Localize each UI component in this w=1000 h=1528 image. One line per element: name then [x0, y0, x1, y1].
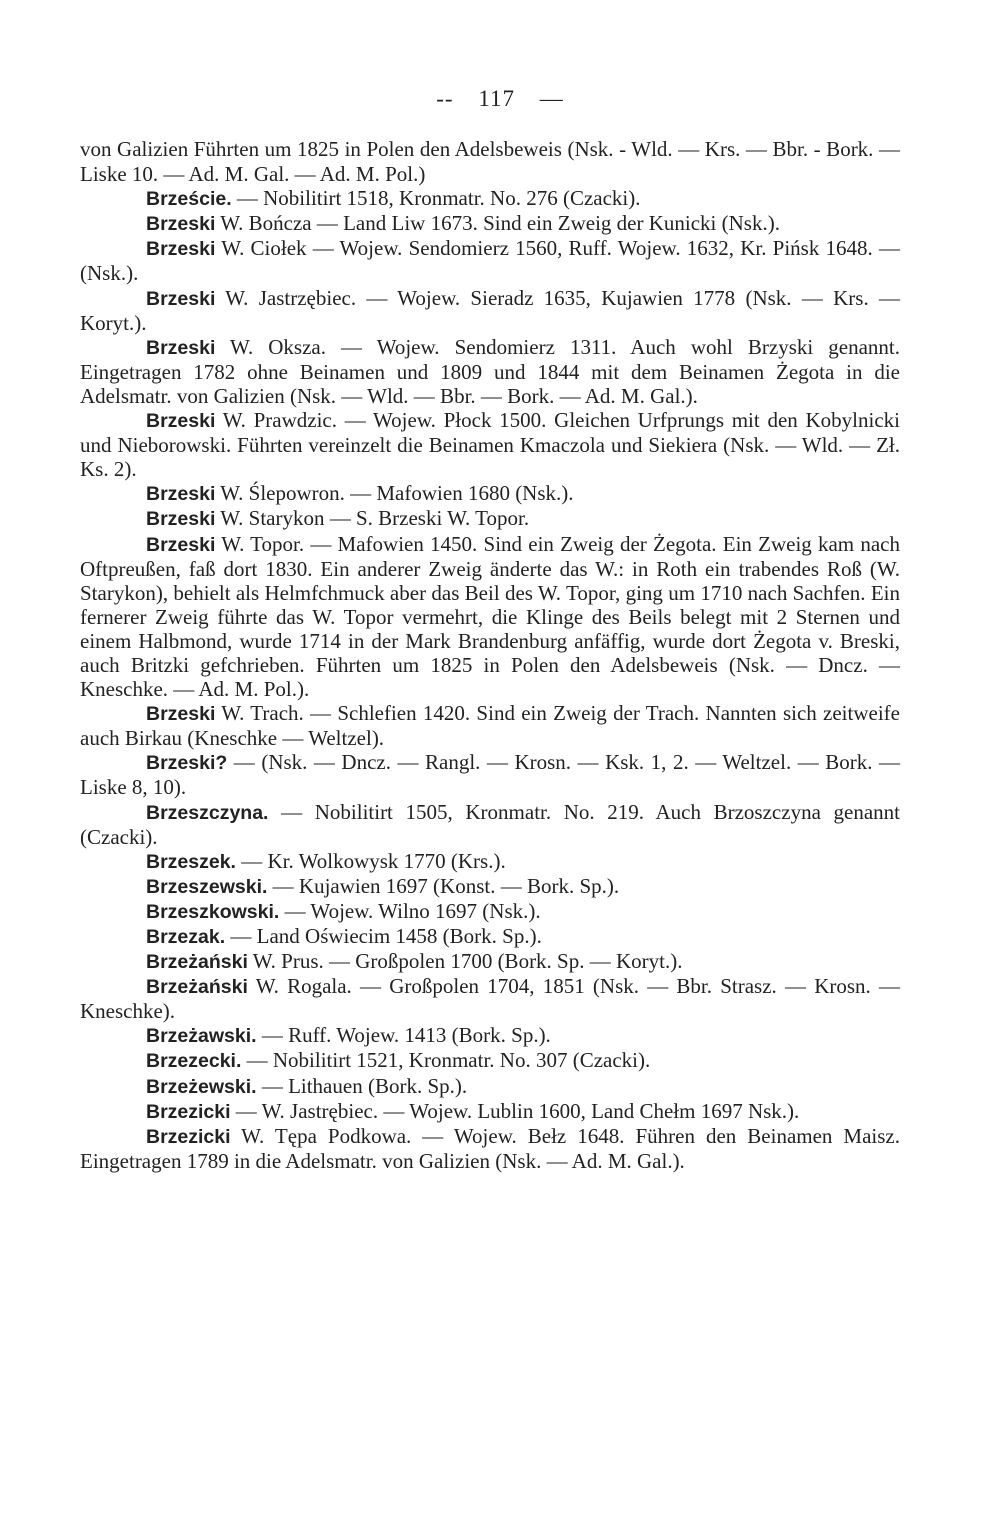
entry-text: — Nobilitirt 1505, Kronmatr. No. 219. Auch Brzoszczyna genannt (Czacki). [80, 799, 900, 849]
entry-brzezecki [80, 1048, 900, 1073]
entry-text: — Kujawien 1697 (Konst. — Bork. Sp.). [267, 873, 620, 898]
entry-brzeszkowski [80, 899, 900, 924]
entry-head: Brzeżański [146, 976, 248, 999]
entry-text: von Galizien Führten um 1825 in Polen den Adelsbeweis (Nsk. - Wld. — Krs. — Bbr. - Bork. — Liske 10. — Ad. M. Gal. — Ad. M. Pol.) [80, 137, 900, 187]
entry-text: — Land Oświecim 1458 (Bork. Sp.). [225, 924, 542, 948]
entry-continuation [80, 137, 900, 186]
entry-head: Brzeżański [146, 951, 248, 974]
entry-head: Brzeski [146, 703, 216, 726]
page-number-dash-left: -- [436, 86, 454, 111]
entry-text: — Kr. Wolkowysk 1770 (Krs.). [235, 848, 506, 873]
entry-brzezawski [80, 1023, 900, 1048]
entry-head: Brzezicki [146, 1100, 231, 1123]
entry-head: Brzeski [146, 213, 216, 236]
entry-brzeski-slepowron [80, 481, 900, 506]
entry-text: W. Topor. — Mafowien 1450. Sind ein Zweig der Żegota. Ein Zweig kam nach Oftpreußen, faß dort 1830. Ein anderer Zweig änderte das W.: in Roth ein trabendes Roß (W. Starykon), behielt als Helmfchmuck aber das Beil des W. Topor, ging um 1710 nach Sachfen. Ein fernerer Zweig führte das W. Topor vermehrt, die Klinge des Beils belegt mit 2 Sternen und einem Halbmond, wurde 1714 in der Mark Brandenburg anfäffig, wurde dort Żegota v. Breski, auch Britzki gefchrieben. Führten um 1825 in Polen den Adelsbeweis (Nsk. — Dncz. — Kneschke. — Ad. M. Pol.). [80, 531, 900, 702]
entry-text: W. Tępa Podkowa. — Wojew. Bełz 1648. Führen den Beinamen Maisz. Eingetragen 1789 in die Adelsmatr. von Galizien (Nsk. — Ad. M. Gal.). [80, 1123, 900, 1173]
entry-head: Brzezak. [146, 926, 226, 948]
entry-head: Brzeski? [146, 752, 228, 775]
entry-text: — Wojew. Wilno 1697 (Nsk.). [279, 898, 541, 923]
entry-text: W. Jastrzębiec. — Wojew. Sieradz 1635, Kujawien 1778 (Nsk. — Krs. — Koryt.). [80, 285, 900, 335]
entry-brzeski-ciolek [80, 236, 900, 285]
entry-text: W. Trach. — Schlefien 1420. Sind ein Zweig der Trach. Nannten sich zeitweife auch Birkau (Kneschke — Weltzel). [80, 701, 900, 751]
entry-text: W. Oksza. — Wojew. Sendomierz 1311. Auch wohl Brzyski genannt. Eingetragen 1782 ohne Beinamen und 1809 und 1844 mit dem Beinamen Żegota in die Adelsmatr. von Galizien (Nsk. — Wld. — Bbr. — Bork. — Ad. M. Gal.). [80, 334, 900, 408]
entry-head: Brzeszek. [146, 850, 236, 873]
entry-head: Brzezecki. [146, 1050, 242, 1073]
entry-brzeski-oksza [80, 335, 900, 408]
entries-list [80, 137, 900, 1173]
entry-brzeszczyna [80, 800, 900, 849]
entry-brzezicki-jastrebiec [80, 1099, 900, 1124]
entry-head: Brzeski [146, 336, 216, 359]
entry-head: Brzeski [146, 287, 216, 310]
entry-brzezanski-rogala [80, 974, 900, 1023]
entry-text: W. Starykon — S. Brzeski W. Topor. [215, 506, 530, 531]
entry-brzeszewski [80, 874, 900, 899]
entry-text: W. Prus. — Großpolen 1700 (Bork. Sp. — Koryt.). [247, 949, 683, 974]
entry-text: — (Nsk. — Dncz. — Rangl. — Krosn. — Ksk. 1, 2. — Weltzel. — Bork. — Liske 8, 10). [80, 750, 900, 800]
entry-text: W. Bończa — Land Liw 1673. Sind ein Zweig der Kunicki (Nsk.). [215, 211, 780, 236]
entry-head: Brzeszkowski. [146, 900, 280, 923]
entry-brzezewski [80, 1074, 900, 1099]
entry-head: Brzeszczyna. [146, 801, 269, 824]
entry-brzeski-prawdzic [80, 408, 900, 481]
entry-brzeszek [80, 849, 900, 874]
entry-text: W. Ślepowron. — Mafowien 1680 (Nsk.). [215, 481, 574, 506]
entry-brzeski-jastrzebiec [80, 286, 900, 335]
entry-head: Brzeski [146, 483, 216, 506]
entry-head: Brzeżawski. [146, 1025, 257, 1048]
entry-text: — Nobilitirt 1518, Kronmatr. No. 276 (Czacki). [231, 186, 641, 211]
entry-brzezicki-tepa-podkowa [80, 1124, 900, 1173]
page-number-dash-right: — [539, 86, 564, 111]
entry-text: — Ruff. Wojew. 1413 (Bork. Sp.). [256, 1023, 551, 1048]
entry-text: — Lithauen (Bork. Sp.). [256, 1073, 468, 1098]
page-number: 117 [478, 86, 515, 111]
entry-text: W. Rogala. — Großpolen 1704, 1851 (Nsk. — Bbr. Strasz. — Krosn. — Kneschke). [80, 974, 900, 1024]
entry-head: Brzezicki [146, 1125, 231, 1148]
entry-head: Brzeście. [146, 188, 232, 211]
entry-brzeski-boncza [80, 211, 900, 236]
entry-head: Brzeski [146, 410, 216, 433]
entry-brzezak [80, 924, 900, 949]
entry-text: — Nobilitirt 1521, Kronmatr. No. 307 (Czacki). [241, 1048, 651, 1073]
entry-head: Brzeski [146, 533, 216, 556]
entry-text: W. Prawdzic. — Wojew. Płock 1500. Gleichen Urfprungs mit den Kobylnicki und Nieborowski. Führten vereinzelt die Beinamen Kmaczola und Siekiera (Nsk. — Wld. — Zł. Ks. 2). [80, 408, 900, 482]
page-number-line [0, 86, 1000, 112]
entry-text: — W. Jastrębiec. — Wojew. Lublin 1600, Land Chełm 1697 Nsk.). [230, 1098, 800, 1123]
entry-head: Brzeszewski. [146, 875, 268, 898]
entry-brzescie [80, 186, 900, 211]
entry-head: Brzeski [146, 238, 216, 261]
entry-head: Brzeski [146, 508, 216, 531]
entry-brzezanski-prus [80, 949, 900, 974]
entry-brzeski-topor [80, 532, 900, 702]
entry-brzeski-starykon [80, 506, 900, 531]
entry-brzeski-trach [80, 701, 900, 750]
entry-brzeski-unknown [80, 750, 900, 799]
entry-text: W. Ciołek — Wojew. Sendomierz 1560, Ruff. Wojew. 1632, Kr. Pińsk 1648. — (Nsk.). [80, 236, 900, 286]
entry-head: Brzeżewski. [146, 1075, 257, 1098]
